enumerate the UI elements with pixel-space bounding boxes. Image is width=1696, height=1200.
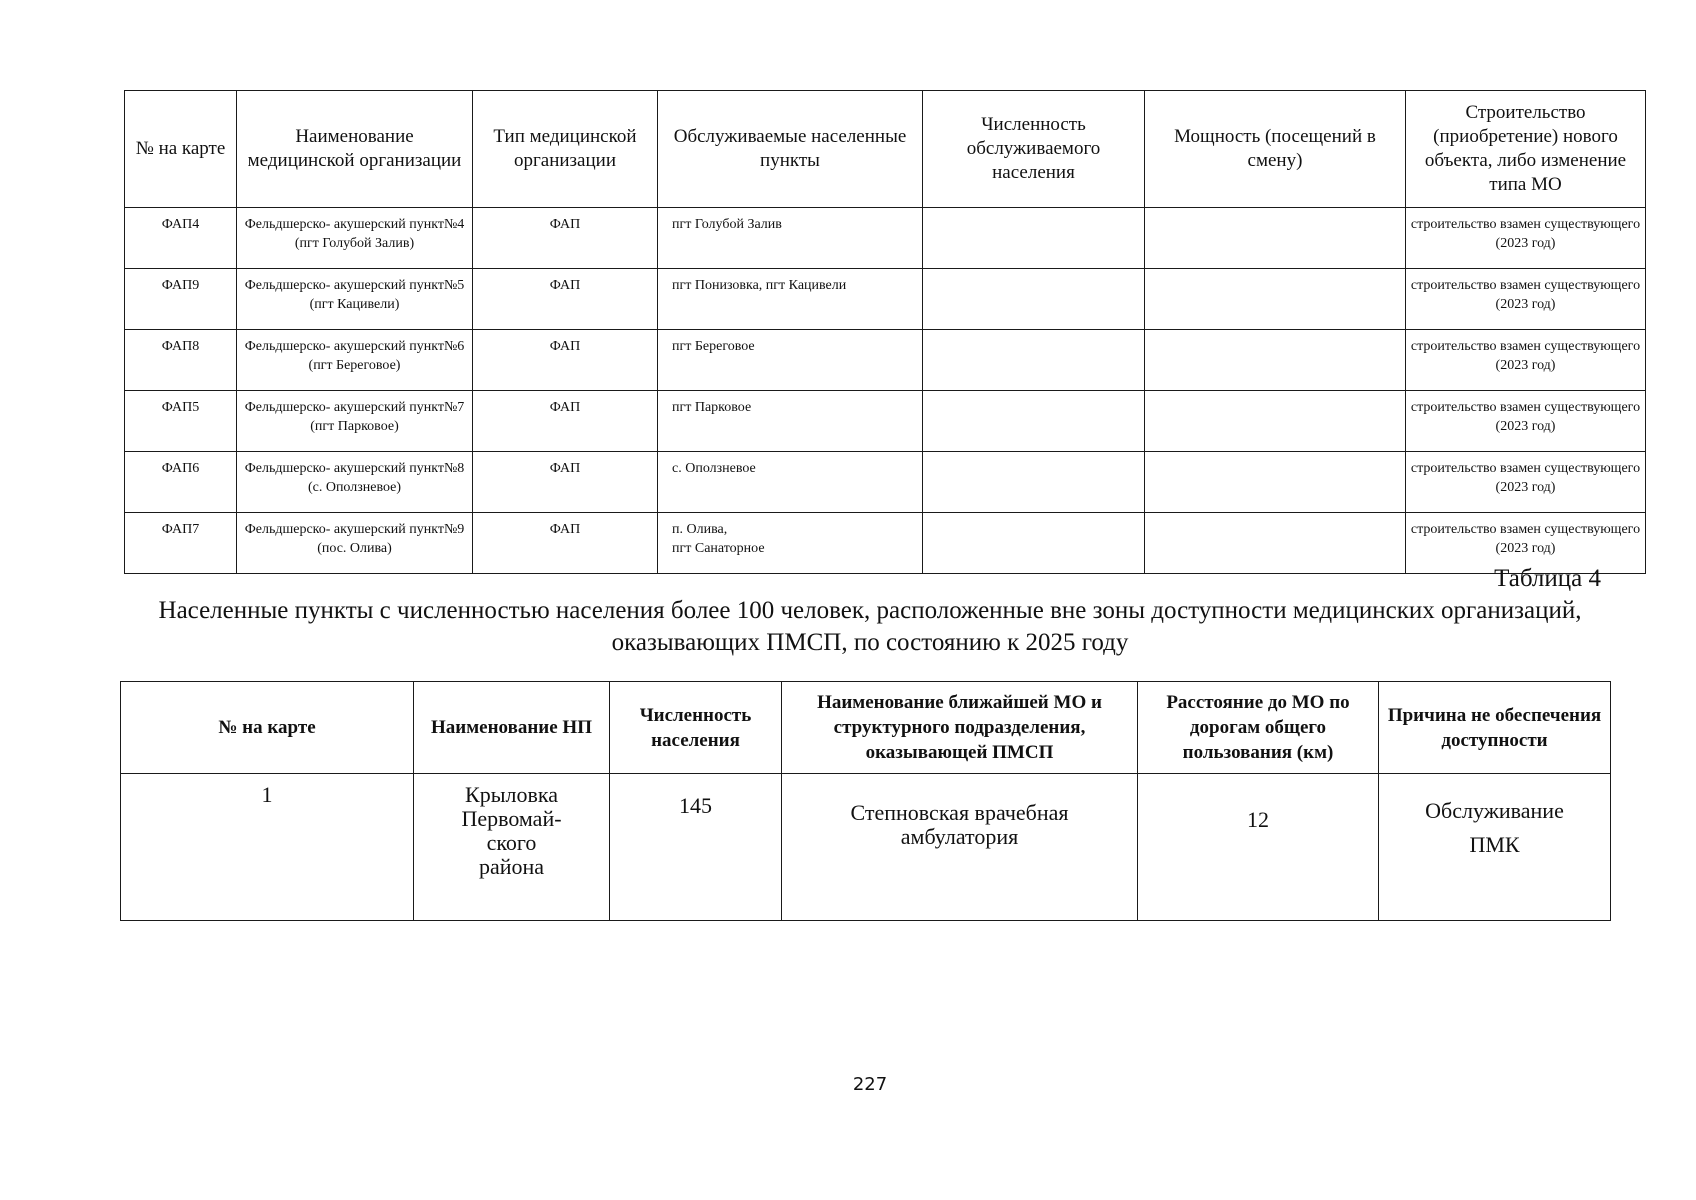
cell-served-settlements: п. Олива, пгт Санаторное [658, 513, 923, 574]
cell-organization-name: Фельдшерско- акушерский пункт№9 (пос. Олива) [237, 513, 473, 574]
header-organization-type: Тип медицинской организации [473, 91, 658, 208]
cell-capacity [1145, 452, 1406, 513]
cell-distance: 12 [1138, 774, 1379, 921]
table-row [125, 513, 1646, 574]
table-header-row [121, 682, 1611, 774]
header-capacity: Мощность (посещений в смену) [1145, 91, 1406, 208]
cell-served-population [923, 208, 1145, 269]
cell-construction: строительство взамен существующего (2023 год) [1406, 452, 1646, 513]
cell-reason: Обслуживание ПМК [1379, 774, 1611, 921]
cell-served-population [923, 269, 1145, 330]
cell-construction: строительство взамен существующего (2023 год) [1406, 513, 1646, 574]
cell-construction: строительство взамен существующего (2023 год) [1406, 391, 1646, 452]
cell-served-population [923, 330, 1145, 391]
cell-capacity [1145, 208, 1406, 269]
cell-served-settlements: пгт Голубой Залив [658, 208, 923, 269]
header-served-settlements: Обслуживаемые населенные пункты [658, 91, 923, 208]
header-population: Численность населения [610, 682, 782, 774]
cell-map-number: 1 [121, 774, 414, 921]
cell-served-population [923, 391, 1145, 452]
table-row [125, 330, 1646, 391]
cell-organization-name: Фельдшерско- акушерский пункт№8 (с. Оползневое) [237, 452, 473, 513]
header-nearest-organization: Наименование ближайшей МО и структурного подразделения, оказывающей ПМСП [782, 682, 1138, 774]
cell-served-settlements: пгт Парковое [658, 391, 923, 452]
cell-settlement-name: Крыловка Первомай- ского района [414, 774, 610, 921]
cell-capacity [1145, 391, 1406, 452]
cell-map-number: ФАП5 [125, 391, 237, 452]
cell-map-number: ФАП7 [125, 513, 237, 574]
cell-organization-name: Фельдшерско- акушерский пункт№7 (пгт Парковое) [237, 391, 473, 452]
table-row [125, 269, 1646, 330]
header-settlement-name: Наименование НП [414, 682, 610, 774]
cell-construction: строительство взамен существующего (2023 год) [1406, 208, 1646, 269]
header-map-number: № на карте [125, 91, 237, 208]
cell-served-settlements: пгт Понизовка, пгт Кацивели [658, 269, 923, 330]
table-title: Населенные пункты с численностью населения более 100 человек, расположенные вне зоны доступности медицинских организаций, оказывающих ПМСП, по состоянию к 2025 году [158, 597, 1582, 656]
cell-capacity [1145, 330, 1406, 391]
header-organization-name: Наименование медицинской организации [237, 91, 473, 208]
table-row [125, 452, 1646, 513]
cell-map-number: ФАП9 [125, 269, 237, 330]
cell-map-number: ФАП6 [125, 452, 237, 513]
cell-construction: строительство взамен существующего (2023 год) [1406, 330, 1646, 391]
cell-organization-type: ФАП [473, 513, 658, 574]
page-number: 227 [852, 1074, 888, 1095]
table-row [121, 774, 1611, 921]
table-header-row [125, 91, 1646, 208]
table-row [125, 391, 1646, 452]
cell-organization-type: ФАП [473, 452, 658, 513]
cell-organization-type: ФАП [473, 391, 658, 452]
header-map-number: № на карте [121, 682, 414, 774]
cell-organization-name: Фельдшерско- акушерский пункт№5 (пгт Кацивели) [237, 269, 473, 330]
table-row [125, 208, 1646, 269]
cell-organization-type: ФАП [473, 269, 658, 330]
cell-population: 145 [610, 774, 782, 921]
cell-organization-name: Фельдшерско- акушерский пункт№6 (пгт Береговое) [237, 330, 473, 391]
cell-organization-type: ФАП [473, 208, 658, 269]
header-distance: Расстояние до МО по дорогам общего пользования (км) [1138, 682, 1379, 774]
cell-map-number: ФАП8 [125, 330, 237, 391]
settlements-table [120, 681, 1611, 921]
header-served-population: Численность обслуживаемого населения [923, 91, 1145, 208]
cell-served-settlements: пгт Береговое [658, 330, 923, 391]
cell-capacity [1145, 513, 1406, 574]
header-construction: Строительство (приобретение) нового объекта, либо изменение типа МО [1406, 91, 1646, 208]
cell-map-number: ФАП4 [125, 208, 237, 269]
cell-organization-name: Фельдшерско- акушерский пункт№4 (пгт Голубой Залив) [237, 208, 473, 269]
cell-nearest-organization: Степновская врачебная амбулатория [782, 774, 1138, 921]
cell-organization-type: ФАП [473, 330, 658, 391]
table-number-caption: Таблица 4 [1494, 565, 1601, 592]
header-reason: Причина не обеспечения доступности [1379, 682, 1611, 774]
cell-served-population [923, 513, 1145, 574]
cell-served-settlements: с. Оползневое [658, 452, 923, 513]
facilities-table [124, 90, 1646, 574]
cell-served-population [923, 452, 1145, 513]
cell-capacity [1145, 269, 1406, 330]
cell-construction: строительство взамен существующего (2023 год) [1406, 269, 1646, 330]
